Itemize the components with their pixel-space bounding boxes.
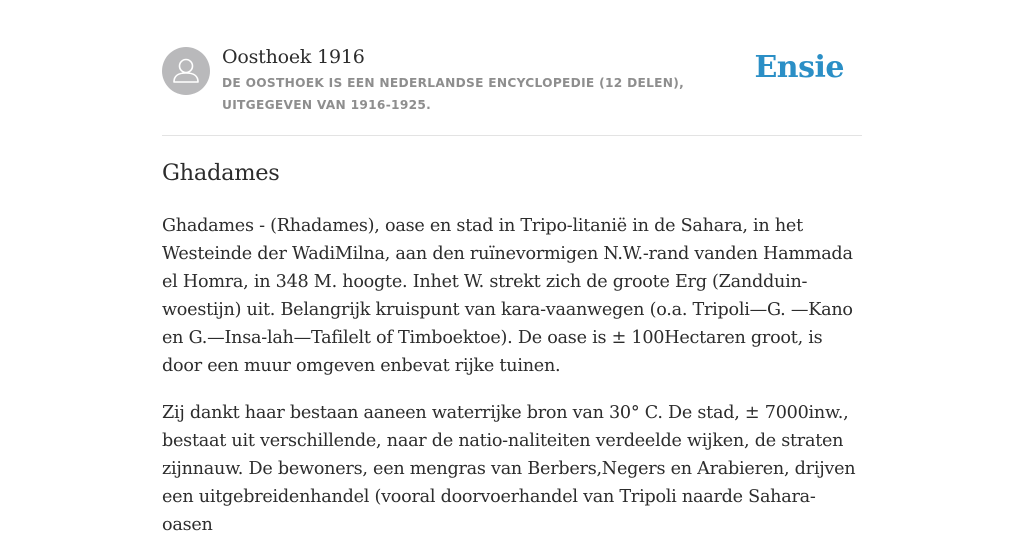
article-title: Ghadames xyxy=(162,160,280,186)
brand-logo[interactable]: Ensie xyxy=(754,50,844,85)
article-body xyxy=(162,212,862,558)
user-silhouette-icon xyxy=(162,47,210,95)
avatar-user-icon[interactable] xyxy=(162,47,210,95)
article-paragraph: Ghadames - (Rhadames), oase en stad in Tripo-litanië in de Sahara, in het Westeinde der WadiMilna, aan den ruïnevormigen N.W.-rand vanden Hammada el Homra, in 348 M. hoogte. Inhet W. strekt zich de groote Erg (Zandduin-woestijn) uit. Belangrijk kruispunt van kara-vaanwegen (o.a. Tripoli—G. —Kano en G.—Insa-lah—Tafilelt of Timboektoe). De oase is ± 100Hectaren groot, is door een muur omgeven enbevat rijke tuinen. xyxy=(162,216,853,376)
source-title[interactable]: Oosthoek 1916 xyxy=(222,46,365,68)
article-paragraph: Zij dankt haar bestaan aaneen waterrijke bron van 30° C. De stad, ± 7000inw., bestaat uit verschillende, naar de natio-naliteiten verdeelde wijken, de straten zijnnauw. De bewoners, een mengras van Berbers,Negers en Arabieren, drijven een uitgebreidenhandel (vooral doorvoerhandel van Tripoli naarde Sahara-oasen xyxy=(162,403,856,535)
source-description: DE OOSTHOEK IS EEN NEDERLANDSE ENCYCLOPEDIE (12 DELEN), UITGEGEVEN VAN 1916-1925. xyxy=(222,76,685,112)
header-divider xyxy=(162,135,862,136)
source-header xyxy=(162,44,862,136)
